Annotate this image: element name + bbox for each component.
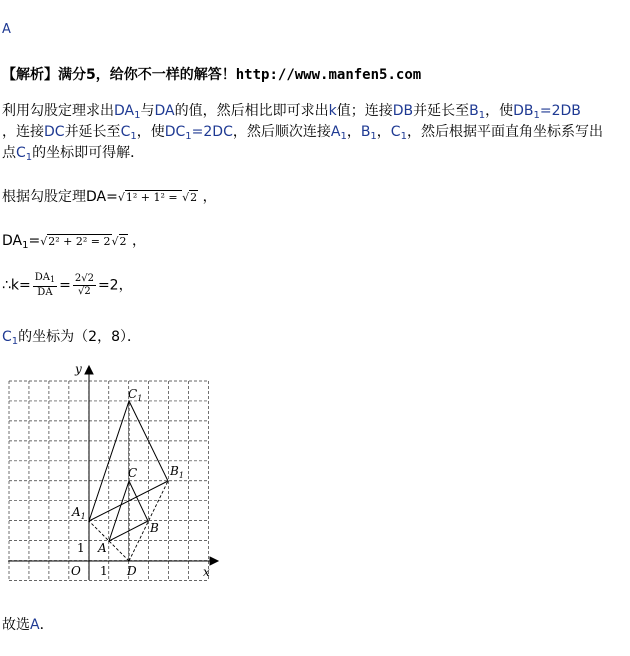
text-seg: ， xyxy=(376,124,391,140)
x-axis-arrow xyxy=(210,557,218,565)
text-seg: ，然后根据平面直角坐标系写出 xyxy=(406,124,603,140)
text-seg: 1 xyxy=(22,240,29,251)
label-C1c: $C_1$ xyxy=(16,145,33,163)
text-seg: = xyxy=(59,277,71,294)
sqrt-2: √2 xyxy=(111,235,127,248)
label-C1b: $C_1$ xyxy=(390,124,407,142)
label-C1: $C_1$ xyxy=(120,124,137,142)
label-A1: $A_1$ xyxy=(330,124,347,142)
solution-header xyxy=(2,64,421,84)
text-seg: 根据勾股定理DA= xyxy=(2,189,118,205)
text-seg: 故选 xyxy=(2,617,30,633)
point-B1-label: $B_1$ xyxy=(170,464,184,480)
dashed-grid xyxy=(9,381,209,581)
formula-k xyxy=(2,272,133,299)
formula-DA1 xyxy=(2,230,146,251)
sqrt-2: √2 xyxy=(182,191,198,204)
text-seg: 点 xyxy=(2,145,16,161)
text-seg: 的坐标为（2，8）． xyxy=(18,329,141,345)
text-seg: ∴k= xyxy=(2,277,31,294)
point-B-label: B xyxy=(150,521,159,535)
text-seg: 利用勾股定理求出 xyxy=(2,103,114,119)
header-site-link[interactable]: http://www.manfen5.com xyxy=(235,67,422,83)
text-seg: 与 xyxy=(140,103,155,119)
header-bracket: 【解析】 xyxy=(2,67,58,83)
label-DA: DA xyxy=(154,103,175,119)
explanation-line-3 xyxy=(2,142,144,163)
text-seg: DA xyxy=(2,233,23,249)
result-line xyxy=(2,326,141,347)
x-tick-1: 1 xyxy=(100,564,108,578)
label-C1-result: $C_1$ xyxy=(2,329,19,347)
sqrt-expr: √2² + 2² = 2 xyxy=(40,235,111,248)
fraction-2: $\frac{2√2}{√2}$ xyxy=(74,273,94,297)
text-seg: =2， xyxy=(97,277,133,294)
label-DA1: $DA_1$ xyxy=(114,103,141,121)
text-seg: ，使 xyxy=(485,103,514,119)
y-tick-1: 1 xyxy=(77,541,85,555)
text-seg: ， xyxy=(127,233,146,249)
label-B1b: $B_1$ xyxy=(360,124,377,142)
header-main: 满分5，给你不一样的解答！ xyxy=(58,67,236,83)
label-DB1-eq: $DB_1=2DB$ xyxy=(513,103,581,121)
formula-DA xyxy=(2,186,217,206)
text-seg: ，然后顺次连接 xyxy=(232,124,331,140)
conclusion-line xyxy=(2,614,54,634)
y-axis-label: y xyxy=(75,362,82,376)
coordinate-graph xyxy=(0,356,240,586)
text-seg: 并延长至 xyxy=(64,124,121,140)
text-seg: ，使 xyxy=(136,124,165,140)
label-DB: DB xyxy=(392,103,414,119)
text-seg: ，连接 xyxy=(2,124,44,140)
point-A-label: A xyxy=(98,541,107,555)
top-answer-letter: A xyxy=(2,22,11,37)
text-seg: 并延长至 xyxy=(413,103,470,119)
label-DC: DC xyxy=(44,124,65,140)
text-seg: 值；连接 xyxy=(336,103,393,119)
label-DC1-eq: $DC_1=2DC$ xyxy=(164,124,233,142)
point-C1-label: $C_1$ xyxy=(128,387,143,403)
y-axis-arrow xyxy=(85,366,93,374)
text-seg: ， xyxy=(198,189,217,205)
axes xyxy=(8,366,218,580)
answer-letter: A xyxy=(30,617,40,633)
origin-label: O xyxy=(71,564,81,578)
explanation-line-1 xyxy=(2,100,581,121)
sqrt-expr: √1² + 1² = xyxy=(117,191,182,204)
x-axis-label: x xyxy=(203,565,210,579)
explanation-line-2 xyxy=(2,121,603,142)
point-A1-label: $A_1$ xyxy=(72,505,86,521)
text-seg: ． xyxy=(39,617,54,633)
point-C-label: C xyxy=(128,466,138,480)
fraction-1: $\frac{DA_1}{DA}$ xyxy=(34,272,56,298)
text-seg: = xyxy=(28,233,41,249)
label-B1: $B_1$ xyxy=(469,103,486,121)
text-seg: 的坐标即可得解． xyxy=(32,145,145,161)
text-seg: 的值，然后相比即可求出 xyxy=(174,103,329,119)
point-D-label: D xyxy=(127,564,137,578)
text-seg: ， xyxy=(346,124,361,140)
label-k: k xyxy=(328,103,337,119)
